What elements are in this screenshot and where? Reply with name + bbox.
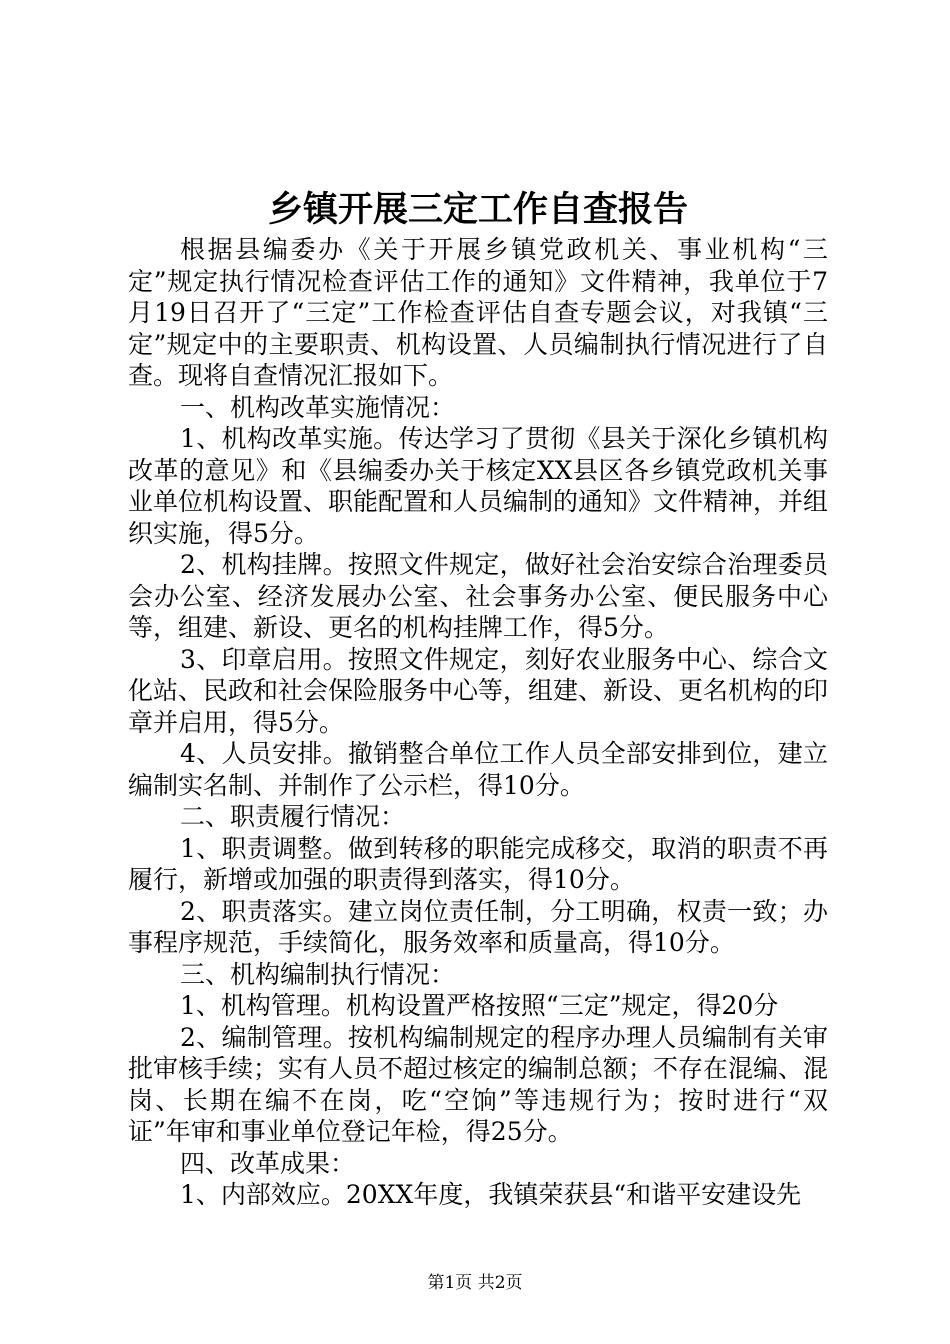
paragraph-1-1: 1、机构改革实施。传达学习了贯彻《县关于深化乡镇机构改革的意见》和《县编委办关于核定XX县区各乡镇党政机关事业单位机构设置、职能配置和人员编制的通知》文件精神，并组织实施，得5分。 — [128, 424, 829, 548]
section-heading-2: 二、职责履行情况： — [180, 802, 406, 831]
document-page — [128, 188, 828, 1211]
paragraph-1-3: 3、印章启用。按照文件规定，刻好农业服务中心、综合文化站、民政和社会保险服务中心等，组建、新设、更名机构的印章并启用，得5分。 — [128, 644, 829, 737]
intro-paragraph: 根据县编委办《关于开展乡镇党政机关、事业机构“三定”规定执行情况检查评估工作的通知》文件精神，我单位于7月19日召开了“三定”工作检查评估自查专题会议，对我镇“三定”规定中的主要职责、机构设置、人员编制执行情况进行了自查。现将自查情况汇报如下。 — [128, 235, 828, 390]
paragraph-3-2: 2、编制管理。按机构编制规定的程序办理人员编制有关审批审核手续；实有人员不超过核定的编制总额；不存在混编、混岗、长期在编不在岗，吃“空饷”等违规行为；按时进行“双证”年审和事业单位登记年检，得25分。 — [128, 1022, 829, 1146]
paragraph-2-1: 1、职责调整。做到转移的职能完成移交，取消的职责不再履行，新增或加强的职责得到落实，得10分。 — [128, 833, 828, 894]
paragraph-1-4: 4、人员安排。撤销整合单位工作人员全部安排到位，建立编制实名制、并制作了公示栏，得10分。 — [128, 739, 828, 800]
page-footer: 第1页 共2页 — [427, 1273, 523, 1293]
paragraph-4-1: 1、内部效应。20XX年度，我镇荣获县“和谐平安建设先 — [180, 1180, 802, 1209]
document-title: 乡镇开展三定工作自查报告 — [267, 189, 688, 230]
section-heading-4: 四、改革成果： — [180, 1148, 356, 1178]
section-heading-3: 三、机构编制执行情况： — [180, 959, 456, 989]
paragraph-2-2: 2、职责落实。建立岗位责任制，分工明确，权责一致；办事程序规范，手续简化，服务效率和质量高，得10分。 — [128, 896, 828, 957]
paragraph-1-2: 2、机构挂牌。按照文件规定，做好社会治安综合治理委员会办公室、经济发展办公室、社会事务办公室、便民服务中心等，组建、新设、更名的机构挂牌工作，得5分。 — [128, 550, 828, 642]
paragraph-3-1: 1、机构管理。机构设置严格按照“三定”规定，得20分 — [180, 991, 779, 1020]
section-heading-1: 一、机构改革实施情况： — [180, 392, 456, 422]
